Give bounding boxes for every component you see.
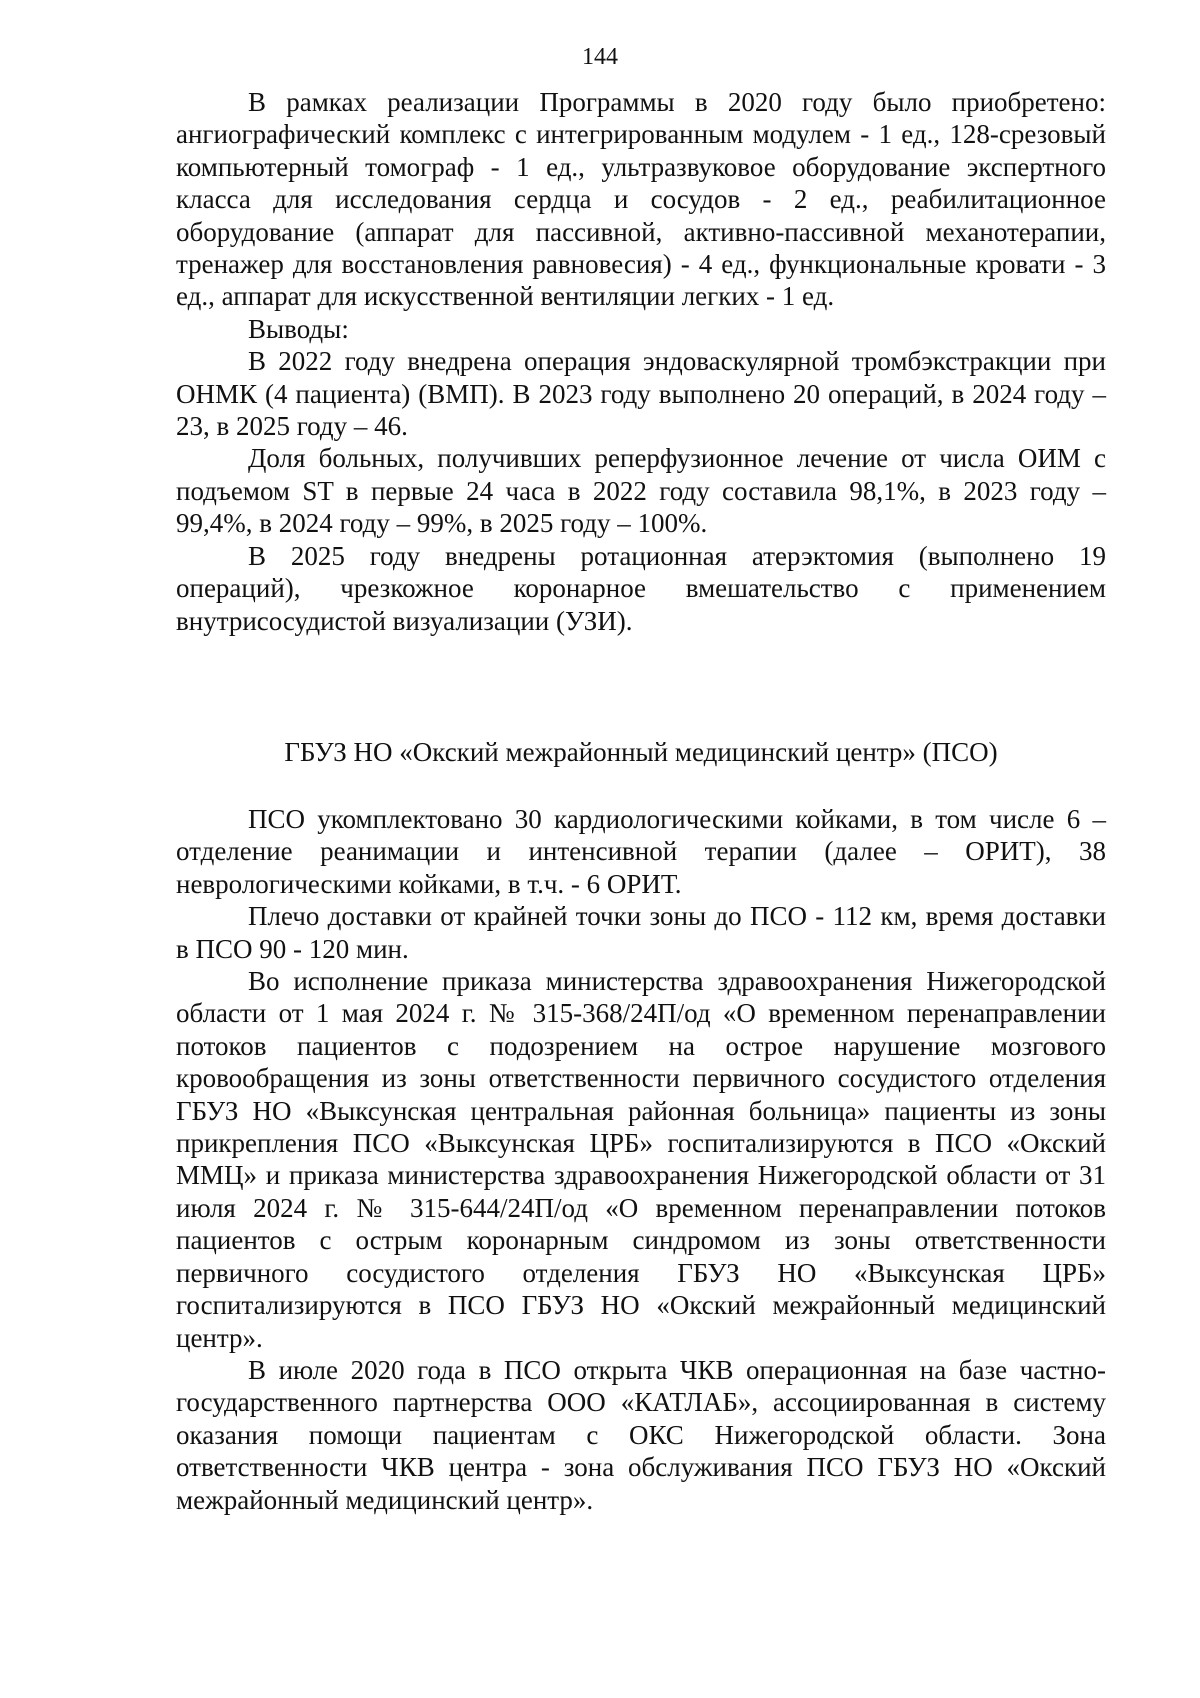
intro-text-block [176, 86, 1106, 637]
section-text-block [176, 803, 1106, 1516]
section-heading: ГБУЗ НО «Окский межрайонный медицинский центр» (ПСО) [284, 737, 998, 767]
paragraph-thrombectomy: В 2022 году внедрена операция эндоваскулярной тромбэкстракции при ОНМК (4 пациента) (ВМП). В 2023 году выполнено 20 операций, в 2024 году – 23, в 2025 году – 46. [176, 346, 1106, 442]
paragraph-delivery: Плечо доставки от крайней точки зоны до ПСО - 112 км, время доставки в ПСО 90 - 120 мин. [176, 901, 1106, 964]
page-number: 144 [582, 44, 618, 70]
paragraph-reperfusion: Доля больных, получивших реперфузионное лечение от числа ОИМ с подъемом ST в первые 24 часа в 2022 году составила 98,1%, в 2023 году – 99,4%, в 2024 году – 99%, в 2025 году – 100%. [176, 443, 1106, 539]
paragraph-pci-center: В июле 2020 года в ПСО открыта ЧКВ операционная на базе частно-государственного партнерства ООО «КАТЛАБ», ассоциированная в систему оказания помощи пациентам с ОКС Нижегородской области. Зона ответственности ЧКВ центра - зона обслуживания ПСО ГБУЗ НО «Окский межрайонный медицинский центр». [176, 1354, 1106, 1515]
paragraph-equipment: В рамках реализации Программы в 2020 году было приобретено: ангиографический комплекс с интегрированным модулем - 1 ед., 128-срезовый компьютерный томограф - 1 ед., ультразвуковое оборудование экспертного класса для исследования сердца и сосудов - 2 ед., реабилитационное оборудование (аппарат для пассивной, активно-пассивной механотерапии, тренажер для восстановления равновесия) - 4 ед., функциональные кровати - 3 ед., аппарат для искусственной вентиляции легких - 1 ед. [176, 87, 1106, 312]
paragraph-conclusions-label: Выводы: [248, 313, 349, 344]
paragraph-orders: Во исполнение приказа министерства здравоохранения Нижегородской области от 1 мая 2024 г. № 315-368/24П/од «О временном перенаправлении потоков пациентов с подозрением на острое нарушение мозгового кровообращения из зоны ответственности первичного сосудистого отделения ГБУЗ НО «Выксунская центральная районная больница» пациенты из зоны прикрепления ПСО «Выксунская ЦРБ» госпитализируются в ПСО «Окский ММЦ» и приказа министерства здравоохранения Нижегородской области от 31 июля 2024 г. № 315-644/24П/од «О временном перенаправлении потоков пациентов с острым коронарным синдромом из зоны ответственности первичного сосудистого отделения ГБУЗ НО «Выксунская ЦРБ» госпитализируются в ПСО ГБУЗ НО «Окский межрайонный медицинский центр». [176, 966, 1106, 1353]
paragraph-atherectomy: В 2025 году внедрены ротационная атерэктомия (выполнено 19 операций), чрезкожное коронарное вмешательство с применением внутрисосудистой визуализации (УЗИ). [176, 540, 1106, 636]
paragraph-beds: ПСО укомплектовано 30 кардиологическими койками, в том числе 6 – отделение реанимации и интенсивной терапии (далее – ОРИТ), 38 неврологическими койками, в т.ч. - 6 ОРИТ. [176, 804, 1106, 899]
